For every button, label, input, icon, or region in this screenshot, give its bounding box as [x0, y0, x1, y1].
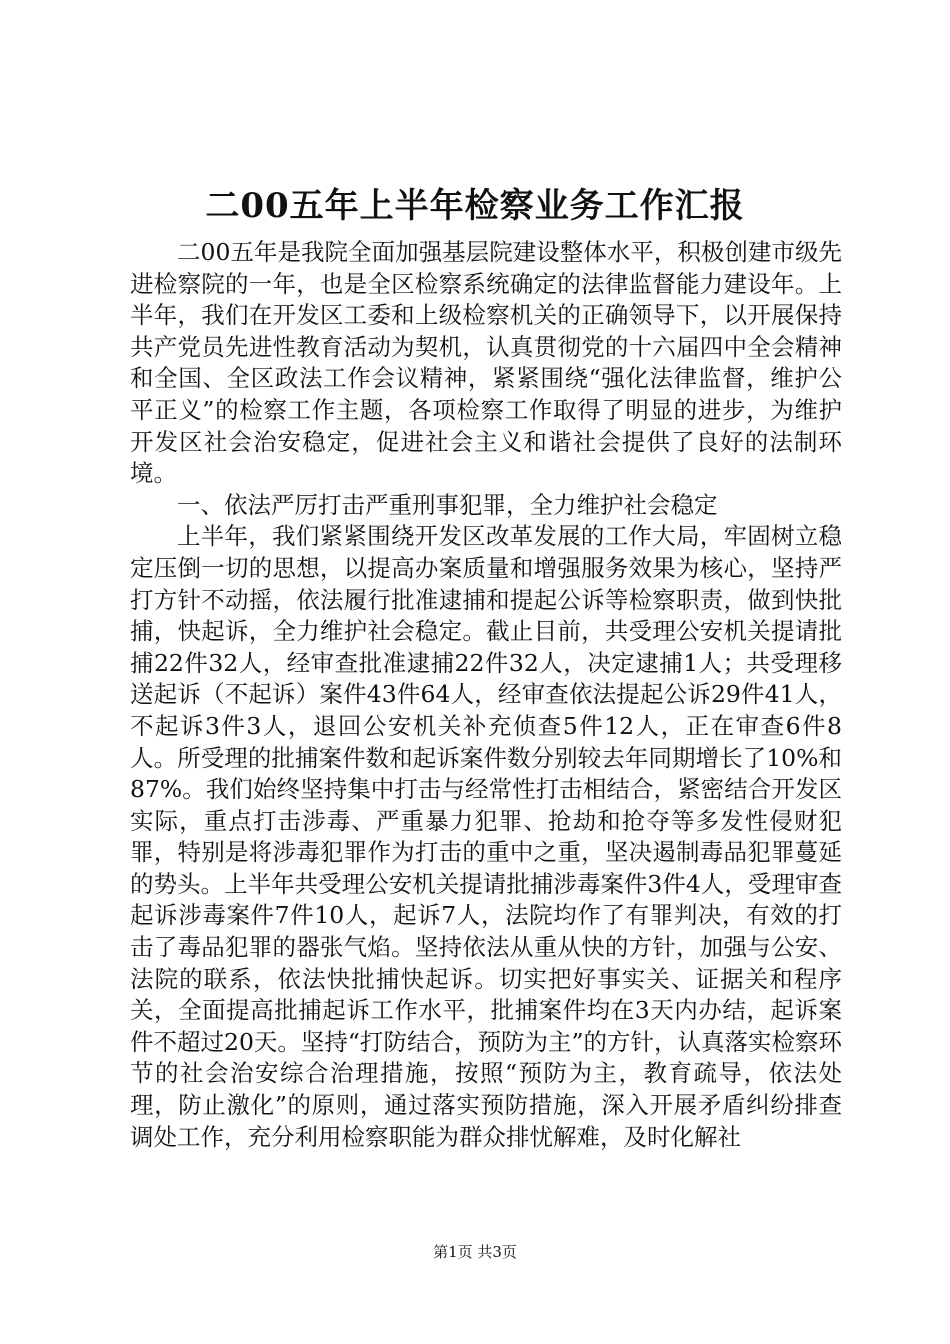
- section-heading-1: 一、依法严厉打击严重刑事犯罪，全力维护社会稳定: [177, 490, 718, 519]
- page-footer: 第1页 共3页: [433, 1243, 517, 1261]
- section-1-paragraph: 上半年，我们紧紧围绕开发区改革发展的工作大局，牢固树立稳定压倒一切的思想，以提高办案质量和增强服务效果为核心，坚持严打方针不动摇，依法履行批准逮捕和提起公诉等检察职责，做到快批捕，快起诉，全力维护社会稳定。截止目前，共受理公安机关提请批捕22件32人，经审查批准逮捕22件32人，决定逮捕1人；共受理移送起诉（不起诉）案件43件64人，经审查依法提起公诉29件41人，不起诉3件3人，退回公安机关补充侦查5件12人，正在审查6件8人。所受理的批捕案件数和起诉案件数分别较去年同期增长了10%和87%。我们始终坚持集中打击与经常性打击相结合，紧密结合开发区实际，重点打击涉毒、严重暴力犯罪、抢劫和抢夺等多发性侵财犯罪，特别是将涉毒犯罪作为打击的重中之重，坚决遏制毒品犯罪蔓延的势头。上半年共受理公安机关提请批捕涉毒案件3件4人，受理审查起诉涉毒案件7件10人，起诉7人，法院均作了有罪判决，有效的打击了毒品犯罪的器张气焰。坚持依法从重从快的方针，加强与公安、法院的联系，依法快批捕快起诉。切实把好事实关、证据关和程序关，全面提高批捕起诉工作水平，批捕案件均在3天内办结，起诉案件不超过20天。坚持“打防结合，预防为主”的方针，认真落实检察环节的社会治安综合治理措施，按照“预防为主，教育疏导，依法处理，防止激化”的原则，通过落实预防措施，深入开展矛盾纠纷排查调处工作，充分利用检察职能为群众排忧解难，及时化解社: [130, 522, 842, 1151]
- intro-paragraph: 二00五年是我院全面加强基层院建设整体水平，积极创建市级先进检察院的一年，也是全区检察系统确定的法律监督能力建设年。上半年，我们在开发区工委和上级检察机关的正确领导下，以开展保持共产党员先进性教育活动为契机，认真贯彻党的十六届四中全会精神和全国、全区政法工作会议精神，紧紧围绕“强化法律监督，维护公平正义”的检察工作主题，各项检察工作取得了明显的进步，为维护开发区社会治安稳定，促进社会主义和谐社会提供了良好的法制环境。: [130, 238, 842, 488]
- document-body: [130, 237, 842, 1153]
- document-title: 二00五年上半年检察业务工作汇报: [205, 186, 745, 226]
